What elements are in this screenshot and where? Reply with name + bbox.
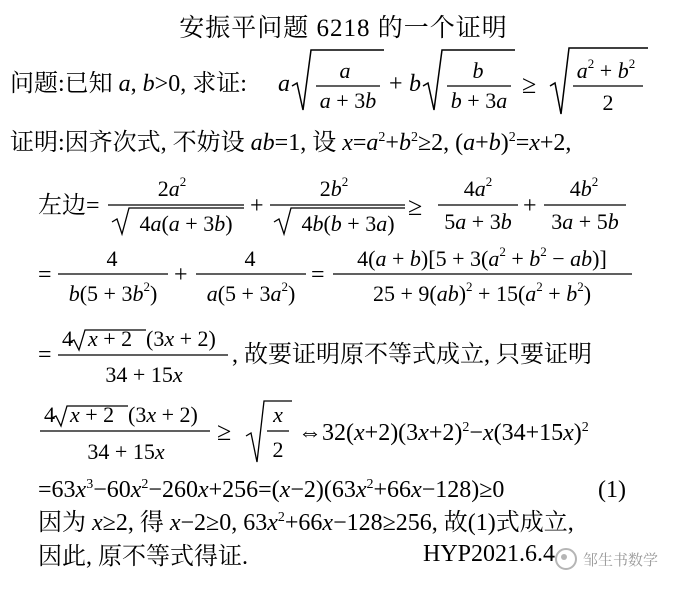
svg-text:=: = (38, 262, 52, 288)
svg-text:b: b (472, 58, 484, 83)
svg-text:b(5 + 3b2): $b(5 + 3b^2)$ (68, 279, 158, 306)
svg-text:+: + (174, 262, 188, 288)
svg-text:(3x + 2): (3x + 2) (128, 402, 198, 427)
svg-text:4b2: $4b^2$ (569, 174, 599, 201)
svg-text:+: + (523, 193, 537, 219)
svg-text:b: b (409, 71, 421, 97)
svg-text:⇔32(x+2)(3x+2)2−x(34+15x)2: $\Leftrightarrow 32(x+2)(3x+2)^2-x(34+15x)^2$ (298, 420, 589, 446)
svg-text:5a + 3b: 5a + 3b (444, 209, 512, 234)
svg-text:x: x (273, 402, 283, 427)
wechat-icon (555, 548, 577, 570)
svg-text:4a(a + 3b): 4a(a + 3b) (139, 211, 233, 236)
watermark (555, 548, 658, 570)
svg-text:2b2: $2b^2$ (319, 174, 349, 201)
svg-text:4: 4 (244, 246, 256, 271)
svg-text:2: 2 (272, 437, 284, 462)
reason-text: , 故要证明原不等式成立, 只要证明 (232, 342, 592, 368)
svg-text:左边=: 左边= (38, 193, 100, 219)
svg-text:b + 3a: b + 3a (450, 88, 508, 113)
svg-text:25 + 9(ab)2 + 15(a2 + b2): $25 + 9(ab)^2 + 15(a^2 + b^2)$ (372, 279, 592, 306)
svg-text:=: = (38, 342, 52, 368)
svg-text:a2 + b2: $a^2 + b^2$ (576, 56, 636, 83)
because-line: 因为 x≥2, 得 x−2≥0, $63x^2+66x-128\ge 256$, 故(1)式成立, (38, 510, 574, 536)
equation-tag: (1) (598, 477, 626, 503)
svg-text:a(5 + 3a2): $a(5 + 3a^2)$ (206, 279, 296, 306)
watermark-text: 邹生书数学 (583, 551, 659, 569)
svg-text:4: 4 (62, 326, 73, 351)
conclusion-text: 因此, 原不等式得证. (38, 544, 248, 570)
problem-label: 问题:已知 a, b>0, 求证: (10, 71, 247, 97)
svg-text:a + 3b: a + 3b (319, 88, 377, 113)
svg-text:4: 4 (44, 402, 55, 427)
svg-text:x + 2: x + 2 (88, 326, 133, 351)
svg-text:+: + (250, 193, 264, 219)
svg-text:a: a (278, 71, 290, 97)
svg-text:4b(b + 3a): 4b(b + 3a) (301, 211, 395, 236)
svg-text:4a2: $4a^2$ (463, 174, 493, 201)
svg-text:4: 4 (106, 246, 118, 271)
svg-text:=: = (311, 262, 325, 288)
expansion-line: $=63x^3-60x^2-260x+256=(x-2)(63x^2+66x-128)\ge 0$ (38, 477, 505, 503)
svg-text:2a2: $2a^2$ (157, 174, 187, 201)
svg-text:3a + 5b: 3a + 5b (551, 209, 619, 234)
svg-text:2: 2 (602, 90, 614, 115)
signature: HYP2021.6.4 (423, 541, 556, 567)
svg-text:x + 2: x + 2 (70, 402, 115, 427)
svg-text:≥: ≥ (217, 417, 232, 446)
svg-text:34 + 15x: 34 + 15x (87, 439, 165, 464)
svg-text:(3x + 2): (3x + 2) (146, 326, 216, 351)
svg-text:≥: ≥ (408, 192, 423, 221)
page-title: 安振平问题 6218 的一个证明 (179, 15, 508, 42)
svg-text:4(a + b)[5 + 3(a2 + b2 − ab)]: $4(a + b)[5 + 3(a^2 + b^2 - ab)]$ (357, 244, 607, 271)
svg-text:≥: ≥ (522, 70, 537, 99)
svg-text:34 + 15x: 34 + 15x (105, 362, 183, 387)
svg-text:a: a (339, 58, 351, 83)
svg-text:+: + (389, 71, 403, 97)
proof-label: 证明:因齐次式, 不妨设 ab=1, 设 $x=a^2+b^2\ge 2$, $(a+b)^2=x+2$, (10, 130, 572, 156)
